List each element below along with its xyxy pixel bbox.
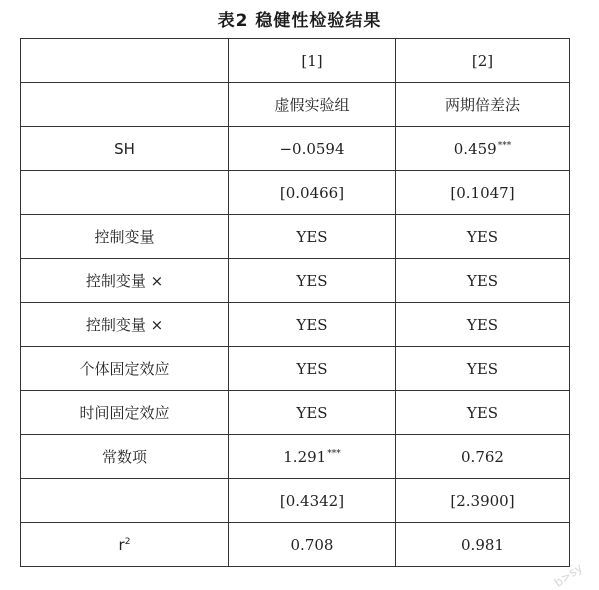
results-table [20,38,570,567]
row-label [21,171,229,215]
row-col1-value: YES [229,303,396,347]
value-text: 1.291 [283,447,327,466]
row-label [21,479,229,523]
row-label: 时间固定效应 [21,391,229,435]
watermark: b>sy [551,560,585,590]
row-col1-value: YES [229,347,396,391]
table-row [21,435,570,479]
row-label: 控制变量 × [21,259,229,303]
row-label: 常数项 [21,435,229,479]
label-superscript: 2 [124,536,131,547]
label-text: r [118,535,125,554]
table-row [21,127,570,171]
header-row-numbers [21,39,570,83]
row-col1-value: [0.4342] [229,479,396,523]
row-col1-value [229,435,396,479]
row-col1-value: YES [229,391,396,435]
table-row [21,523,570,567]
header-col1-number: [1] [229,39,396,83]
row-col2-value: YES [396,391,570,435]
row-col2-value: [0.1047] [396,171,570,215]
table-row [21,215,570,259]
table-row [21,171,570,215]
table-row [21,391,570,435]
header-row-names [21,83,570,127]
row-col1-value: [0.0466] [229,171,396,215]
row-label: SH [21,127,229,171]
significance-stars: *** [327,448,341,459]
row-label: 个体固定效应 [21,347,229,391]
header-col2-name: 两期倍差法 [396,83,570,127]
table-row [21,479,570,523]
row-col2-value: [2.3900] [396,479,570,523]
significance-stars: *** [497,140,512,151]
row-label: 控制变量 × [21,303,229,347]
row-label: 控制变量 [21,215,229,259]
row-col2-value: YES [396,215,570,259]
table-row [21,259,570,303]
table-row [21,347,570,391]
row-col2-value: 0.981 [396,523,570,567]
row-col2-value: YES [396,347,570,391]
row-label [21,523,229,567]
row-col2-value: 0.762 [396,435,570,479]
table-row [21,303,570,347]
row-col1-value: −0.0594 [229,127,396,171]
row-col1-value: YES [229,215,396,259]
table-caption: 表2 稳健性检验结果 [217,11,382,31]
header-col1-name: 虚假实验组 [229,83,396,127]
header-empty-cell [21,39,229,83]
row-col1-value: 0.708 [229,523,396,567]
row-col2-value [396,127,570,171]
header-empty-cell [21,83,229,127]
row-col2-value: YES [396,303,570,347]
header-col2-number: [2] [396,39,570,83]
row-col2-value: YES [396,259,570,303]
value-text: 0.459 [453,139,497,158]
row-col1-value: YES [229,259,396,303]
